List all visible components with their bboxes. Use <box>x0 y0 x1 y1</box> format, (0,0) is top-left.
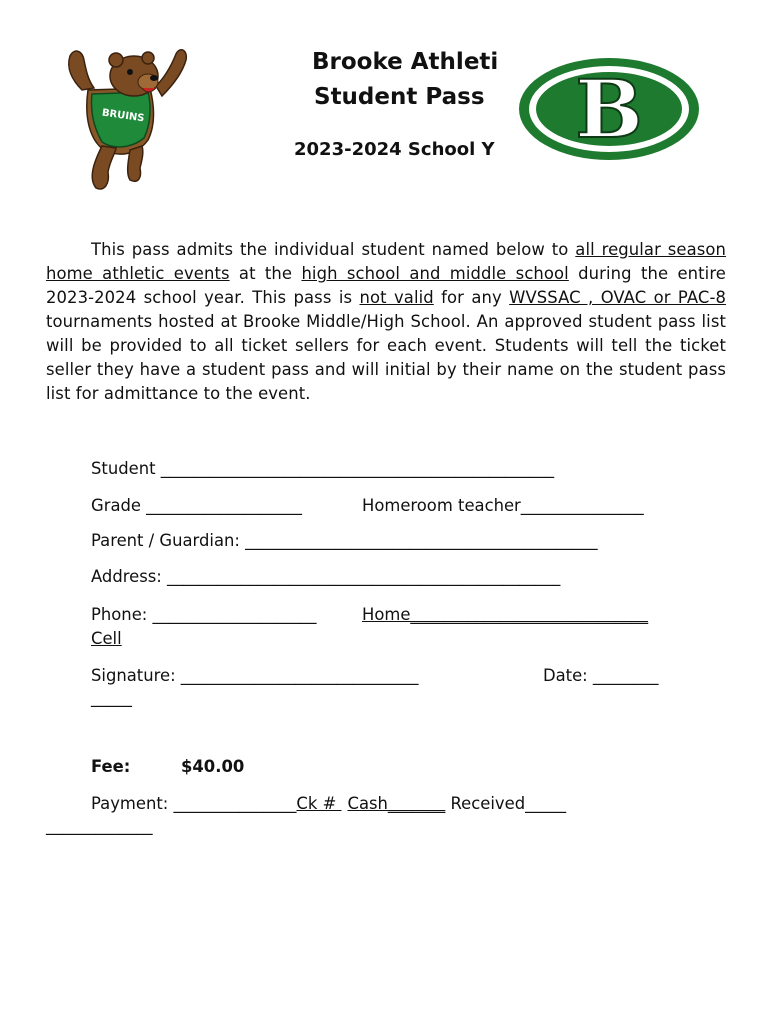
grade-field[interactable]: Grade ___________________ <box>91 496 302 515</box>
signature-field[interactable]: Signature: _____________________________ <box>91 666 419 685</box>
student-field[interactable]: Student ________________________________________________ <box>91 459 555 478</box>
brooke-b-logo <box>516 55 702 163</box>
date-field-continued: _____ <box>91 688 132 707</box>
phone-home-field[interactable]: Home_____________________________ <box>362 605 649 624</box>
title-line-2: Student Pass <box>314 84 485 110</box>
logo-letter: B <box>575 62 643 156</box>
mascot-jersey-text: BRUINS <box>101 107 146 125</box>
payment-field[interactable]: Payment: _______________Ck # Cash_______ Received_____ <box>91 794 567 813</box>
parent-guardian-field[interactable]: Parent / Guardian: ___________________________________________ <box>91 531 598 550</box>
title-line-1: Brooke Athleti <box>312 49 499 75</box>
date-field[interactable]: Date: ________ <box>543 666 659 685</box>
phone-cell-field[interactable]: Cell <box>91 629 122 648</box>
school-year: 2023-2024 School Y <box>294 139 495 160</box>
fee-value: $40.00 <box>181 757 245 776</box>
pass-description: This pass admits the individual student named below to all regular season home athletic events at the high school and middle school during the entire 2023-2024 school year. This pass is not valid for any WVSSAC , OVAC or PAC-8 tournaments hosted at Brooke Middle/High School. An approved student pass list will be provided to all ticket sellers for each event. Students will tell the ticket seller they have a student pass and will initial by their name on the student pass list for admittance to the event. <box>46 240 727 403</box>
received-field-continued: _____________ <box>46 816 153 835</box>
fee-label: Fee: <box>91 757 131 776</box>
bruins-mascot-image <box>44 28 190 198</box>
homeroom-field[interactable]: Homeroom teacher_______________ <box>362 496 644 515</box>
address-field[interactable]: Address: ________________________________________________ <box>91 567 561 586</box>
phone-field[interactable]: Phone: ____________________ <box>91 605 317 624</box>
